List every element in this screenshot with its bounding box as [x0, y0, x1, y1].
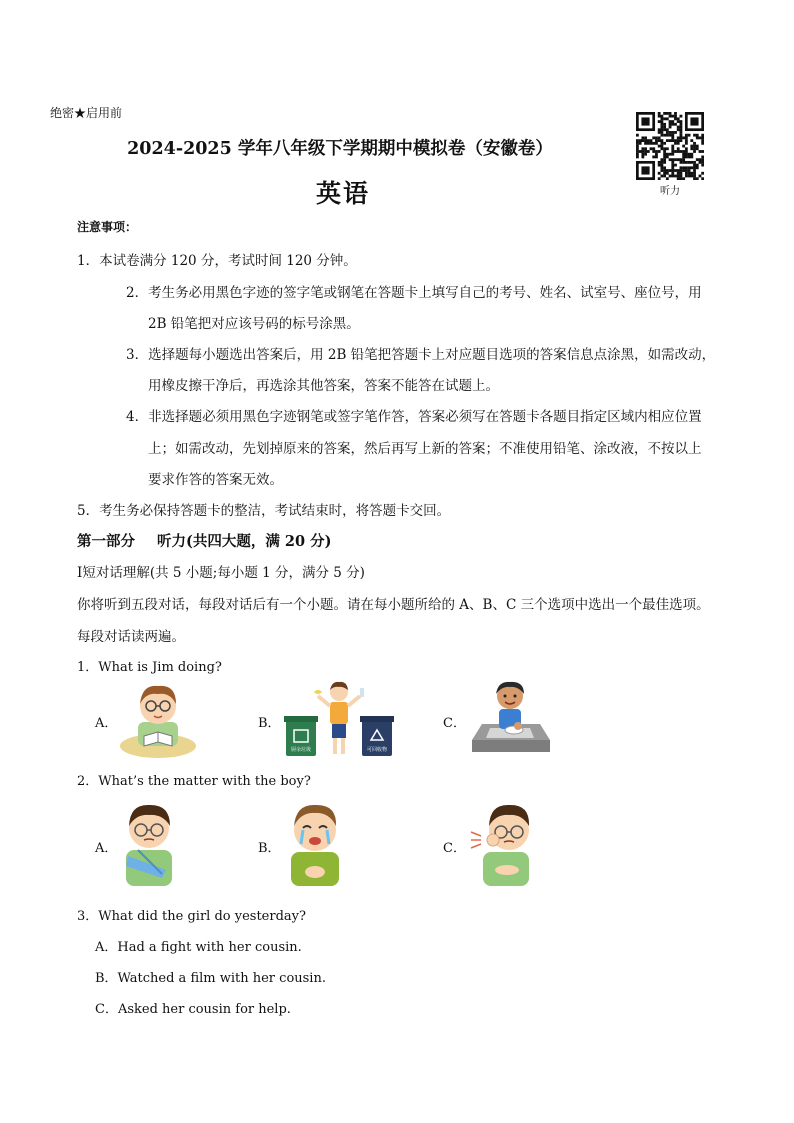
- subsection-heading: Ⅰ短对话理解(共 5 小题;每小题 1 分，满分 5 分): [77, 565, 365, 581]
- notice-item-5: 5．考生务必保持答题卡的整洁，考试结束时，将答题卡交回。: [77, 503, 451, 519]
- question-3-stem: 3．What did the girl do yesterday?: [77, 909, 306, 924]
- confidential-label: 绝密★启用前: [50, 106, 123, 120]
- section-part-label: 第一部分: [77, 533, 135, 550]
- qr-code-label: 听力: [660, 186, 680, 197]
- boy-sorting-garbage-image: [282, 678, 397, 760]
- notice-item-2-line2: 2B 铅笔把对应该号码的标号涂黑。: [148, 316, 360, 332]
- notice-item-4-line3: 要求作答的答案无效。: [148, 472, 283, 488]
- boy-arm-in-sling-image: [118, 800, 180, 888]
- exam-title: 2024-2025 学年八年级下学期期中模拟卷（安徽卷）: [127, 139, 553, 159]
- question-2-option-a[interactable]: A．: [95, 841, 118, 856]
- notice-item-4-line2: 上；如需改动，先划掉原来的答案，然后再写上新的答案；不准使用铅笔、涂改液，不按以上: [148, 441, 702, 457]
- boy-reading-book-image: [118, 678, 198, 758]
- notice-item-2-line1: 2．考生务必用黑色字迹的签字笔或钢笔在答题卡上填写自己的考号、姓名、试室号、座位号，用: [126, 285, 702, 301]
- question-1-option-c[interactable]: C．: [443, 716, 466, 731]
- bin-label-food-waste: 厨余垃圾: [290, 747, 312, 753]
- question-1-option-a[interactable]: A．: [95, 716, 118, 731]
- question-1-stem: 1．What is Jim doing?: [77, 660, 222, 675]
- question-3-option-b[interactable]: B．Watched a film with her cousin.: [95, 971, 326, 986]
- notice-heading: 注意事项：: [77, 220, 138, 234]
- instructions-line2: 每段对话读两遍。: [77, 629, 185, 645]
- section-heading: [77, 530, 332, 551]
- instructions-line1: 你将听到五段对话，每段对话后有一个小题。请在每小题所给的 A、B、C 三个选项中选出一个最佳选项。: [77, 597, 710, 613]
- question-2-stem: 2．What’s the matter with the boy?: [77, 774, 311, 789]
- notice-item-3-line2: 用橡皮擦干净后，再选涂其他答案，答案不能答在试题上。: [148, 378, 499, 394]
- question-1-option-b[interactable]: B．: [258, 716, 281, 731]
- qr-code-icon[interactable]: [636, 112, 704, 180]
- boy-washing-dishes-image: [468, 680, 553, 758]
- notice-item-1: 1．本试卷满分 120 分，考试时间 120 分钟。: [77, 253, 357, 269]
- notice-item-3-line1: 3．选择题每小题选出答案后，用 2B 铅笔把答题卡上对应题目选项的答案信息点涂黑，如需改动，: [126, 347, 716, 363]
- question-3-option-c[interactable]: C．Asked her cousin for help.: [95, 1002, 291, 1017]
- boy-sneezing-image: [467, 800, 543, 888]
- section-title: 听力(共四大题，满 20 分): [157, 533, 332, 550]
- question-2-option-c[interactable]: C．: [443, 841, 466, 856]
- boy-crying-image: [283, 800, 347, 888]
- bin-label-recyclable: 可回收物: [366, 747, 388, 753]
- subject-title: 英语: [315, 179, 370, 208]
- notice-item-4-line1: 4．非选择题必须用黑色字迹钢笔或签字笔作答，答案必须写在答题卡各题目指定区域内相应位置: [126, 409, 702, 425]
- question-3-option-a[interactable]: A．Had a fight with her cousin.: [95, 940, 302, 955]
- question-2-option-b[interactable]: B．: [258, 841, 281, 856]
